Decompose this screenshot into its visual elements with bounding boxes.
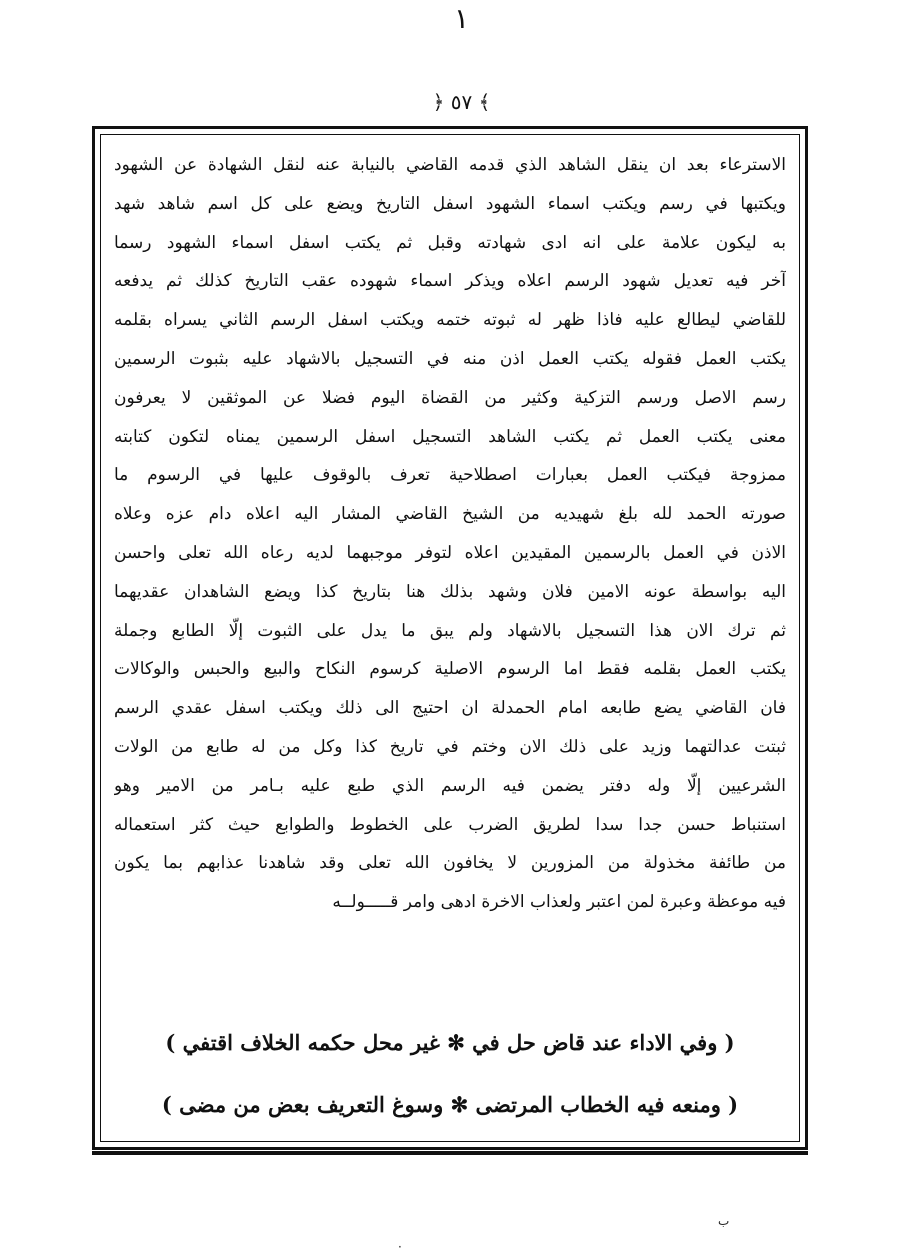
top-mark: ١ (453, 2, 470, 35)
text-line: رسم الاصل ورسم التزكية وكثير من القضاة اليوم فضلا عن الموثقين لا يعرفون (114, 387, 786, 408)
text-line: للقاضي ليطالع عليه فاذا ظهر له ثبوته ختمه ويكتب اسفل الرسم الثاني يسراه بقلمه (114, 310, 786, 331)
verse-block (114, 1012, 786, 1136)
text-line: ويكتبها في رسم ويكتب اسماء الشهود اسفل التاريخ ويضع على كل اسم شاهد شهد (114, 193, 786, 214)
text-line: الاسترعاء بعد ان ينقل الشاهد الذي قدمه القاضي بالنيابة عنه لنقل الشهادة عن الشهود (114, 155, 786, 175)
text-line: آخر فيه تعديل شهود الرسم اعلاه ويذكر اسماء شهوده عقب التاريخ كذلك ثم يدفعه (114, 271, 786, 292)
verse-line: ( ومنعه فيه الخطاب المرتضى ✻ وسوغ التعريف بعض من مضى ) (161, 1092, 739, 1117)
text-line: الاذن في العمل بالرسمين المقيدين اعلاه لتوفر موجبهما لديه رعاه الله تعلى واحسن (114, 542, 786, 563)
text-line: ممزوجة فيكتب العمل بعبارات اصطلاحية تعرف بالوقوف عليها في الرسوم ما (114, 465, 786, 486)
bottom-rule (92, 1151, 808, 1155)
text-line: يكتب العمل فقوله يكتب العمل اذن منه في التسجيل بالاشهاد عليه بثبوت الرسمين (114, 348, 786, 369)
text-line: استنباط حسن جدا سدا لطريق الضرب على الخطوط والطوابع حيث كثر استعماله (114, 814, 786, 835)
verse-line: ( وفي الاداء عند قاض حل في ✻ غير محل حكمه الخلاف اقتفي ) (165, 1030, 735, 1055)
speck-mark: ب (718, 1214, 730, 1228)
text-line: به ليكون علامة على انه ادى شهادته وقبل ثم يكتب اسفل اسماء الشهود رسما (114, 232, 786, 253)
text-line: ثم ترك الان هذا التسجيل بالاشهاد ولم يبق ما يدل على الثبوت إلّا الطابع وجملة (114, 620, 786, 641)
text-line: من طائفة مخذولة من المزورين لا يخافون الله تعلى وقد شاهدنا عذابهم بما يكون (114, 853, 786, 874)
body-text (114, 146, 786, 922)
text-line: الشرعيين إلّا وله دفتر يضمن فيه الرسم الذي طبع عليه بـامر من الامير وهو (114, 775, 786, 796)
text-line: اليه بواسطة عونه الامين فلان وشهد بذلك هنا بتاريخ كذا ويضع الشاهدان عقديهما (114, 581, 786, 602)
text-line: فان القاضي يضع طابعه امام الحمدلة ان احتيج الى ذلك ويكتب اسفل عقدي الرسم (114, 698, 786, 719)
text-line: ثبتت عدالتهما وزيد على ذلك الان وختم في تاريخ كذا وكل من له طابع من الولات (114, 736, 786, 757)
text-line: فيه موعظة وعبرة لمن اعتبر ولعذاب الاخرة ادهى وامر قـــــولــه (332, 892, 786, 913)
text-line: معنى يكتب العمل ثم يكتب الشاهد التسجيل اسفل الرسمين يمناه لتكون كتابته (114, 426, 786, 447)
text-line: صورته الحمد لله بلغ شهيديه من الشيخ القاضي المشار اليه اعلاه دام عزه وعلاه (114, 504, 786, 525)
text-line: يكتب العمل بقلمه فقط اما الرسوم الاصلية كرسوم النكاح والبيع والحبس والوكالات (114, 659, 786, 680)
speck-dot: · (398, 1240, 402, 1254)
page-number: ﴾ ٥٧ ﴿ (432, 90, 491, 114)
